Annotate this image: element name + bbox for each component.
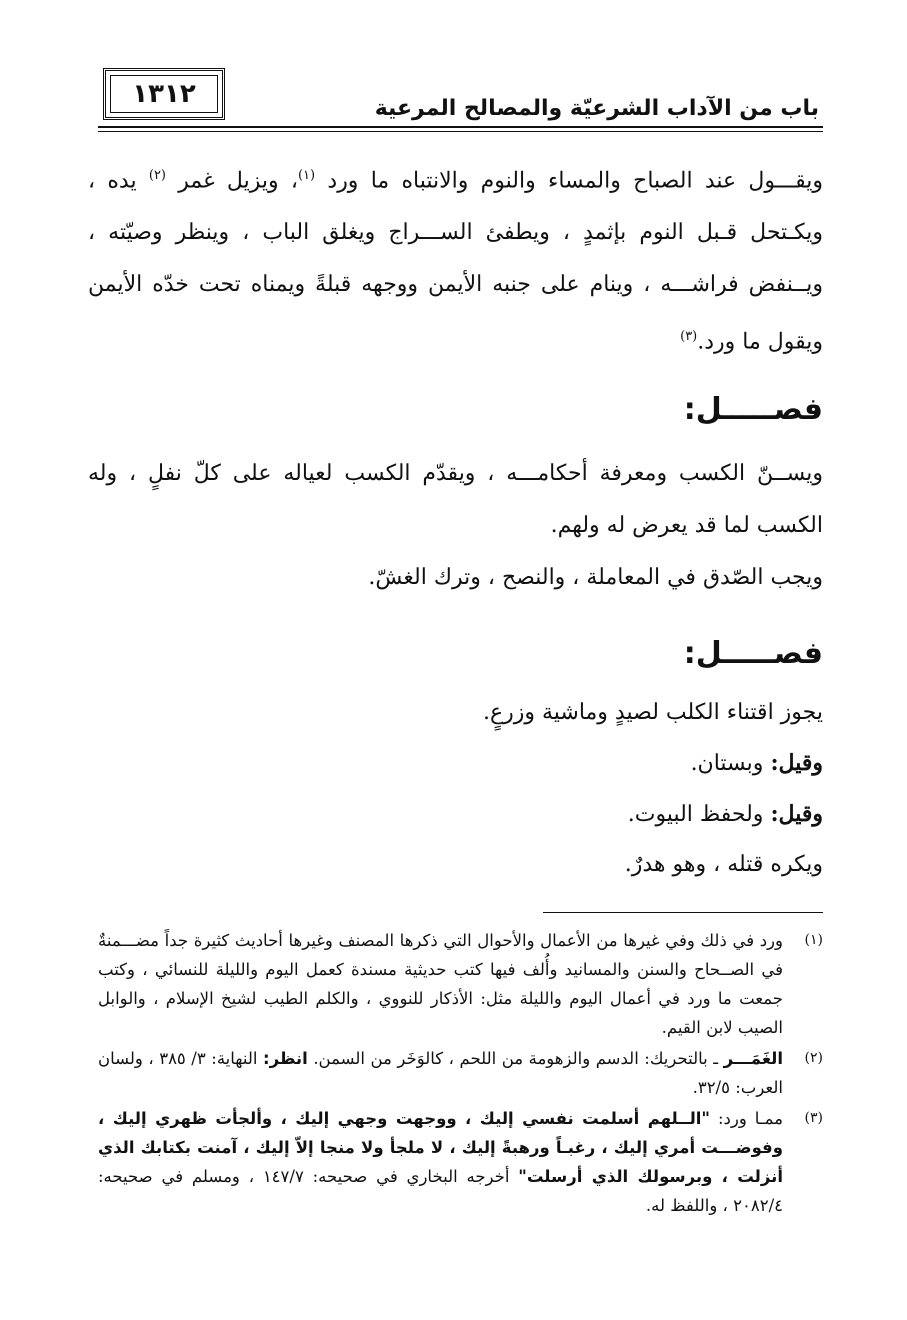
footnote-2 [98, 1044, 823, 1102]
footnote-text: ورد في ذلك وفي غيرها من الأعمال والأحوال التي ذكرها المصنف وغيرها أحاديث كثيرة جداً مضـــمنةٌ في الصــحاح والسنن والمسانيد وأُلف فيها كتب حديثية مسندة كعمل اليوم والليلة للنسائي ، وكتب جمعت ما ورد في أعمال اليوم والليلة مثل: الأذكار للنووي ، والكلم الطيب لشيخ الإسلام ، والوابل الصيب لابن القيم. [98, 931, 783, 1037]
section-2-paragraph-1: يجوز اقتناء الكلب لصيدٍ وماشية وزرعٍ. [482, 700, 823, 725]
footnote-1 [98, 926, 823, 1042]
qila-label: وقيل: [770, 801, 823, 827]
qila-label: وقيل: [770, 750, 823, 776]
paragraph-text: ويقـــول عند الصباح والمساء والنوم والانتباه ما ورد [327, 168, 823, 194]
footnote-3 [98, 1104, 823, 1220]
footnote-number: (١) [804, 932, 823, 948]
footnote-references: أخرجه البخاري في صحيحه: ١٤٧/٧ ، ومسلم في صحيحه: ٢٠٨٢/٤ ، واللفظ له. [98, 1167, 783, 1215]
footnote-ref-1[interactable]: (١) [297, 168, 316, 183]
paragraph-text: وبستان. [690, 751, 764, 776]
paragraph-text: ولحفظ البيوت. [627, 802, 764, 827]
footnotes [98, 926, 823, 1222]
footnote-definition: ـ بالتحريك: الدسم والزهومة من اللحم ، كالوَخَر من السمن. [313, 1049, 719, 1068]
footnote-text [98, 1104, 783, 1220]
footnote-number: (٢) [804, 1050, 823, 1066]
opening-paragraph-block [88, 150, 823, 369]
footnote-hadith-quote: "الــلهم أسلمت نفسي إليك ، ووجهت وجهي إليك ، وألجأت ظهري إليك ، وفوضـــت أمري إليك ، رغبـاً ورهبةً إليك ، لا ملجأ ولا منجا إلاّ إليك ، آمنت بكتابك الذي أنزلت ، وبرسولك الذي أرسلت" [98, 1109, 783, 1186]
footnote-text [98, 1044, 783, 1102]
paragraph-text: ، ويزيل غمر [178, 168, 298, 194]
running-title: باب من الآداب الشرعيّة والمصالح المرعية [374, 96, 819, 121]
footnote-separator [543, 912, 823, 913]
footnote-ref-2[interactable]: (٢) [148, 168, 166, 183]
paragraph-text: يده ، ويكـتحل قـبل النوم بإثمدٍ ، ويطفئ الســـراج ويغلق الباب ، وينظر وصيّته ، ويــنفض فراشـــه ، وينام على جنبه الأيمن ووجهه قبلةً ويمناه تحت خدّه الأيمن ويقول ما ورد. [88, 168, 823, 355]
page-number-text: ١٣١٢ [132, 79, 196, 109]
footnote-number: (٣) [804, 1110, 823, 1126]
footnote-ref-3[interactable]: (٣) [680, 329, 698, 345]
page-number [103, 68, 225, 120]
section-2-paragraph-4: ويكره قتله ، وهو هدرٌ. [624, 852, 823, 877]
section-1-paragraph-2: ويجب الصّدق في المعاملة ، والنصح ، وترك الغشّ. [368, 565, 823, 590]
footnote-lead: ممـا ورد: [717, 1109, 784, 1128]
footnote-references: النهاية: ٣/ ٣٨٥ ، ولسان العرب: ٣٢/٥. [98, 1049, 783, 1097]
section-1-paragraph-1: ويســنّ الكسب ومعرفة أحكامـــه ، ويقدّم الكسب لعياله على كلّ نفلٍ ، وله الكسب لما قد يعرض له ولهم. [88, 461, 823, 538]
section-heading-1: فصـــــل: [683, 392, 823, 427]
footnote-term: الغَمَـــر [723, 1049, 784, 1068]
section-heading-2: فصـــــل: [683, 636, 823, 671]
section-2-paragraph-2 [88, 738, 823, 789]
footnote-see-label: انظر: [263, 1049, 308, 1068]
opening-paragraph [88, 150, 823, 369]
header-rule [98, 126, 823, 132]
section-2-body [88, 688, 823, 890]
section-1-body [88, 448, 823, 604]
section-2-paragraph-3 [88, 789, 823, 840]
